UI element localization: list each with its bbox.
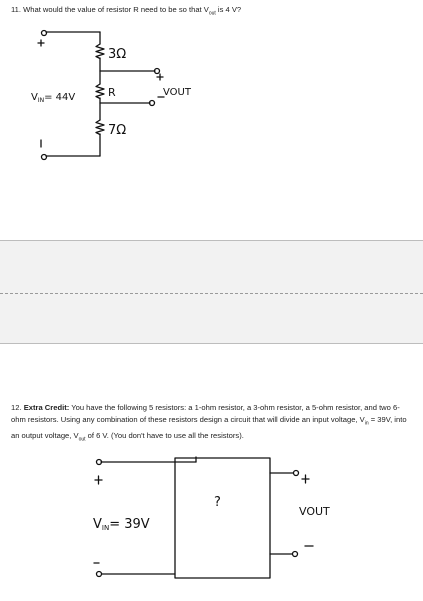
q12-labels (93, 495, 330, 532)
extra-credit-label: Extra Credit: (23, 403, 70, 412)
q11-vout-label: VOUT (163, 87, 191, 98)
question-12-text-1: You have the following 5 resistors: a 1-ohm resistor, a 3-ohm resistor, a 5-ohm resistor, and two 6-ohm resistors. Using any combination of these resistors design a circuit that will divide an input voltage, V (11, 403, 400, 424)
vout-subscript: out (208, 10, 216, 17)
vin-subscript: in (364, 420, 369, 427)
question-11-text: 11. What would the value of resistor R need to be so that V (11, 5, 209, 14)
vout-subscript-2: out (78, 436, 86, 443)
q12-vout-label: VOUT (299, 505, 330, 518)
q12-unknown-mark: ? (214, 495, 221, 510)
q12-vin-label: VIN= 39V (93, 517, 150, 532)
question-12-number: 12. (11, 403, 22, 412)
q11-r-label: R (108, 86, 116, 99)
question-12-text-3: of 6 V. (You don't have to use all the resistors). (85, 430, 244, 440)
q11-labels (31, 47, 192, 138)
question-12-text-2: = 39V, into an output voltage, V (11, 414, 407, 440)
q11-vin-label: $V_{IN}= 44V$ (31, 92, 76, 104)
q11-r3-label: 7Ω (108, 123, 127, 138)
question-11-tail: is 4 V? (215, 5, 242, 14)
q11-r1-label: 3Ω (108, 47, 127, 62)
